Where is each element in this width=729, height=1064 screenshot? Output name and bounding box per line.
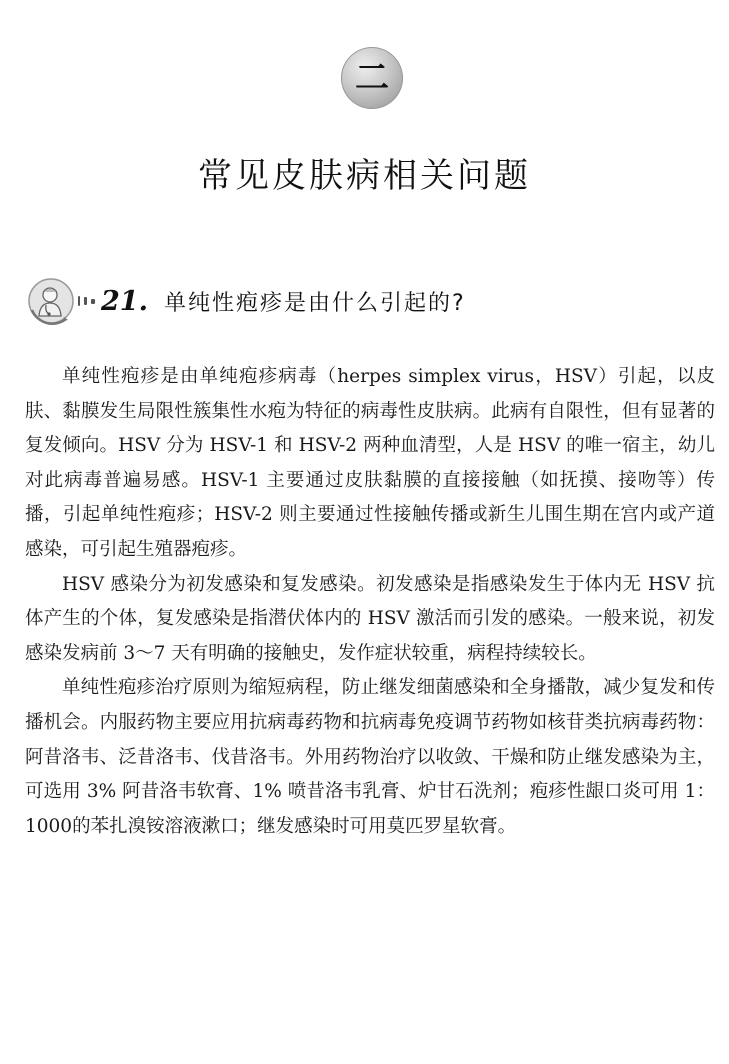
paragraph: HSV 感染分为初发感染和复发感染。初发感染是指感染发生于体内无 HSV 抗体产生的个体，复发感染是指潜伏体内的 HSV 激活而引发的感染。一般来说，初发感染发病前 3～7 天有明确的接触史，发作症状较重，病程持续较长。: [25, 573, 715, 664]
chapter-numeral: 二: [355, 58, 389, 98]
answer-body: [25, 360, 715, 844]
question-number: 21.: [101, 285, 148, 317]
doctor-portrait-icon: [26, 276, 76, 326]
chapter-badge: [341, 47, 403, 109]
paragraph: 单纯性疱疹是由单纯疱疹病毒（herpes simplex virus，HSV）引起，以皮肤、黏膜发生局限性簇集性水疱为特征的病毒性皮肤病。此病有自限性，但有显著的复发倾向。HSV 分为 HSV-1 和 HSV-2 两种血清型，人是 HSV 的唯一宿主，幼儿对此病毒普遍易感。HSV-1 主要通过皮肤黏膜的直接接触（如抚摸、接吻等）传播，引起单纯性疱疹；HSV-2 则主要通过性接触传播或新生儿围生期在宫内或产道感染，可引起生殖器疱疹。: [25, 366, 715, 560]
paragraph: 单纯性疱疹治疗原则为缩短病程，防止继发细菌感染和全身播散，减少复发和传播机会。内服药物主要应用抗病毒药物和抗病毒免疫调节药物如核苷类抗病毒药物：阿昔洛韦、泛昔洛韦、伐昔洛韦。外用药物治疗以收敛、干燥和防止继发感染为主，可选用 3% 阿昔洛韦软膏、1% 喷昔洛韦乳膏、炉甘石洗剂；疱疹性龈口炎可用 1：1000的苯扎溴铵溶液漱口；继发感染时可用莫匹罗星软膏。: [25, 677, 715, 837]
question-heading: [26, 276, 466, 326]
chapter-title: 常见皮肤病相关问题: [198, 156, 531, 196]
decorative-dots: [78, 296, 95, 306]
question-title: 单纯性疱疹是由什么引起的?: [163, 290, 466, 316]
